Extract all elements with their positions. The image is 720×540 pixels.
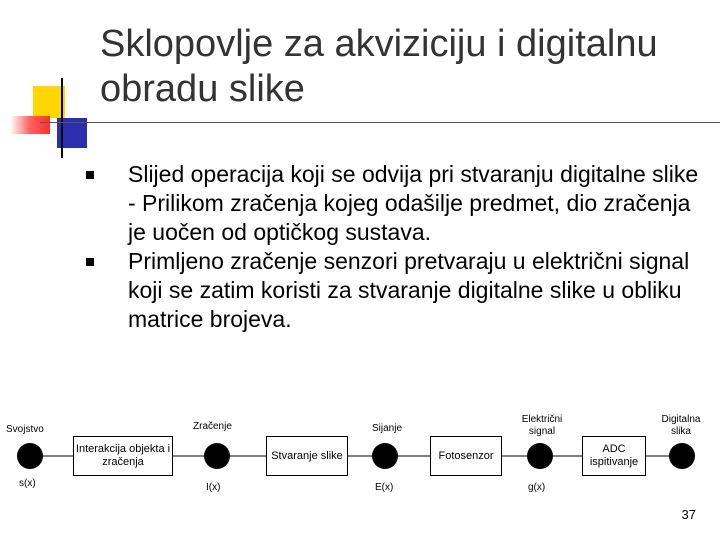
label-sijanje: Sijanje	[372, 423, 403, 434]
bullet-item	[86, 247, 706, 334]
label-svojstvo: Svojstvo	[6, 424, 44, 435]
node-svojstvo	[17, 443, 43, 469]
bullet-square-icon	[86, 258, 94, 266]
label-g-x: g(x)	[528, 482, 546, 493]
page-title: Sklopovlje za akviziciju i digitalnu obradu slike	[100, 23, 658, 110]
label-e-x: E(x)	[375, 482, 394, 493]
block-fotosenzor: Fotosenzor	[430, 436, 502, 476]
bullet-item	[86, 160, 706, 247]
decor-vertical-line	[61, 78, 63, 158]
decor-horizontal-line	[40, 122, 720, 123]
label-elektricni-signal: Električni signal	[521, 414, 563, 437]
block-adc: ADC ispitivanje	[582, 436, 646, 476]
bullet-text: Slijed operacija koji se odvija pri stvaranju digitalne slike - Prilikom zračenja kojeg odašilje predmet, dio zračenja je uočen od optičkog sustava.	[128, 161, 699, 245]
label-i-x: I(x)	[206, 482, 221, 493]
label-digitalna-slika: Digitalna slika	[661, 414, 701, 437]
decor-red-bar	[10, 116, 50, 134]
label-s-x: s(x)	[19, 478, 36, 489]
node-sijanje	[372, 443, 398, 469]
node-elektricni-signal	[527, 443, 553, 469]
bullet-text: Primljeno zračenje senzori pretvaraju u električni signal koji se zatim koristi za stvaranje digitalne slike u obliku matrice brojeva.	[128, 248, 690, 332]
block-interakcija: Interakcija objekta i zračenja	[73, 436, 173, 476]
bullet-square-icon	[86, 171, 94, 179]
node-digitalna-slika	[669, 443, 695, 469]
bullet-list	[86, 160, 706, 334]
block-stvaranje-slike: Stvaranje slike	[266, 436, 348, 476]
page-number: 37	[681, 507, 696, 522]
node-zracenje	[204, 443, 230, 469]
label-zracenje: Zračenje	[193, 421, 232, 432]
